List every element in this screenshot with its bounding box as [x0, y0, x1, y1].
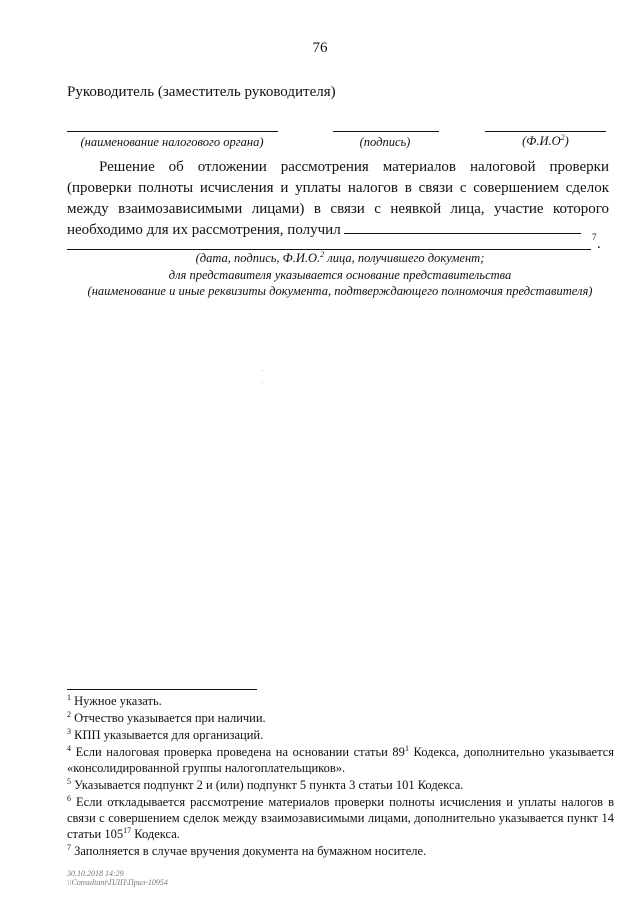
scan-speck	[262, 370, 263, 371]
footnote-rule	[67, 689, 257, 690]
fio-footnote-mark: 2	[560, 132, 565, 142]
receipt-caption-footnote-mark: 2	[320, 249, 325, 259]
decision-text: Решение об отложении рассмотрения материалов налоговой проверки (проверки полноты исчисления и уплаты налогов в связи с совершением сделок между взаимозависимыми лицами) в связи с неявкой лица, участие которого необходимо для их рассмотрения, получил	[67, 159, 609, 238]
recipient-fill-line	[344, 221, 581, 234]
organ-name-caption: (наименование налогового органа)	[80, 135, 264, 149]
footnote-7: $^7$ Заполняется в случае вручения документа на бумажном носителе.	[67, 842, 427, 858]
footnote-3: $^3$ КПП указывается для организаций.	[67, 726, 264, 742]
receipt-end-period: .	[597, 236, 601, 252]
signature-line	[333, 131, 439, 132]
footnote-2: $^2$ Отчество указывается при наличии.	[67, 709, 266, 725]
scan-speck	[262, 382, 263, 383]
fio-caption: $(Ф.И.О^2)$	[522, 132, 569, 148]
receipt-caption-2: для представителя указывается основание представительства	[168, 268, 512, 282]
receipt-footnote-mark: 7	[592, 232, 597, 242]
footnote-6: $^6$ Если откладывается рассмотрение материалов проверки полноты исчисления и уплаты налогов в связи с совершением сделок между взаимозависимыми лицами, дополнительно указывается пункт 14 статьи $105^{17}$ Кодекса.	[67, 793, 614, 841]
receipt-caption-3: (наименование и иные реквизиты документа, подтверждающего полномочия представителя)	[87, 284, 593, 298]
receipt-caption-1: (дата, подпись, Ф.И.О.$^2$ лица, получившего документ;	[195, 249, 485, 265]
signature-caption: (подпись)	[359, 135, 411, 149]
footnote-4: $^4$ Если налоговая проверка проведена на основании статьи $89^1$ Кодекса, дополнительно указывается «консолидированной группы налогоплательщиков».	[67, 743, 614, 775]
signatory-heading: Руководитель (заместитель руководителя)	[67, 84, 336, 100]
print-timestamp: 30.10.2018 14:29	[67, 869, 124, 878]
fio-line	[485, 131, 606, 132]
footnotes	[67, 693, 614, 860]
footnote-1: $^1$ Нужное указать.	[67, 692, 162, 708]
organ-name-line	[67, 131, 278, 132]
footnote-5: $^5$ Указывается подпункт 2 и (или) подпункт 5 пункта 3 статьи 101 Кодекса.	[67, 776, 464, 792]
print-path: \\Consultant\ПЛП\Прил-10954	[67, 878, 168, 887]
decision-paragraph	[67, 157, 609, 241]
receipt-line	[67, 249, 591, 250]
page-number: 76	[312, 40, 328, 56]
